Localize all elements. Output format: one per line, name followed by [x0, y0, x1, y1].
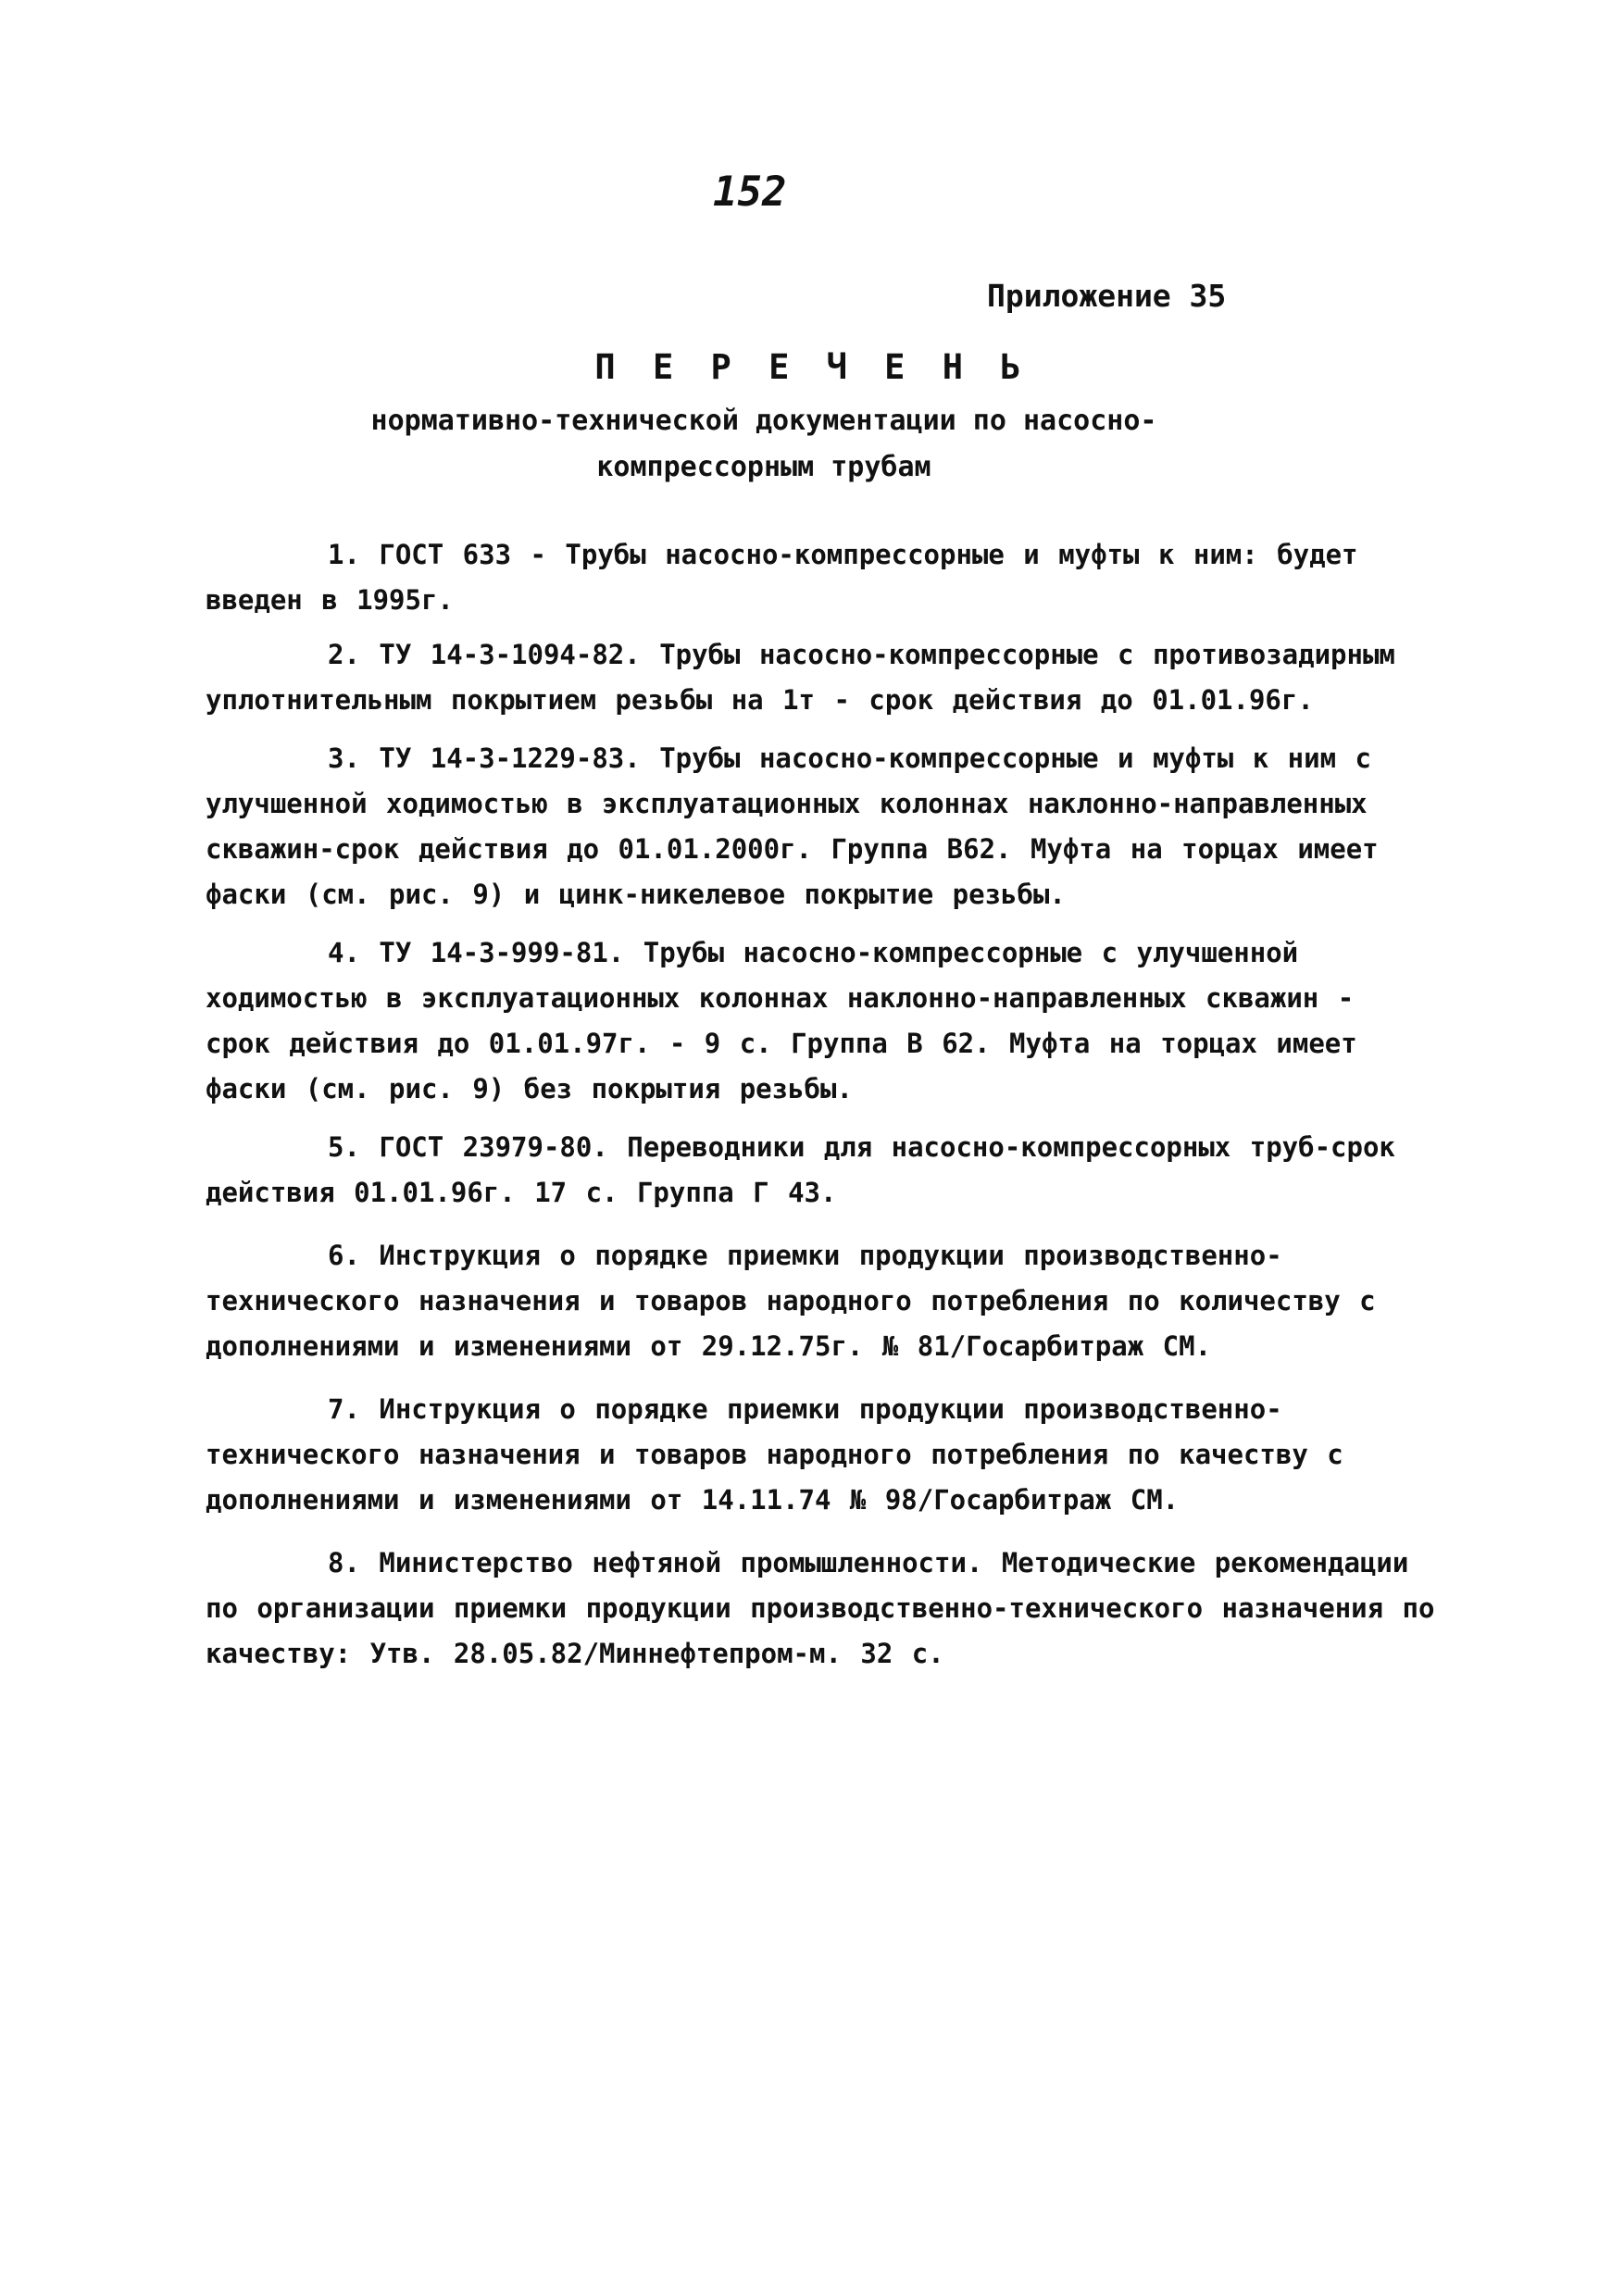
page-number: 152 — [713, 168, 787, 216]
appendix-label: Приложение 35 — [987, 278, 1227, 314]
list-item: 7. Инструкция о порядке приемки продукции производственно-технического назначения и товаров народного потребления по качеству с дополнениями и изменениями от 14.11.74 № 98/Госарбитраж СМ. — [206, 1393, 1343, 1516]
list-item: 6. Инструкция о порядке приемки продукции производственно-технического назначения и товаров народного потребления по количеству с дополнениями и изменениями от 29.12.75г. № 81/Госарбитраж СМ. — [206, 1240, 1376, 1362]
list-item: 3. ТУ 14-3-1229-83. Трубы насосно-компрессорные и муфты к ним с улучшенной ходимостью в эксплуатационных колоннах наклонно-направленных скважин-срок действия до 01.01.2000г. Группа В62. Муфта на торцах имеет фаски (см. рис. 9) и цинк-никелевое покрытие резьбы. — [206, 742, 1379, 910]
document-title: П Е Р Е Ч Е Н Ь — [594, 347, 1030, 387]
list-item: 2. ТУ 14-3-1094-82. Трубы насосно-компрессорные с противозадирным уплотнительным покрытием резьбы на 1т - срок действия до 01.01.96г. — [206, 639, 1395, 716]
list-item: 5. ГОСТ 23979-80. Переводники для насосно-компрессорных труб-срок действия 01.01.96г. 17 с. Группа Г 43. — [206, 1131, 1395, 1208]
reference-list — [206, 532, 1437, 1694]
document-subtitle: нормативно-технической документации по насосно-компрессорным трубам — [370, 405, 1157, 483]
list-item: 4. ТУ 14-3-999-81. Трубы насосно-компрессорные с улучшенной ходимостью в эксплуатационных колоннах наклонно-направленных скважин - срок действия до 01.01.97г. - 9 с. Группа В 62. Муфта на торцах имеет фаски (см. рис. 9) без покрытия резьбы. — [206, 937, 1357, 1104]
list-item: 8. Министерство нефтяной промышленности. Методические рекомендации по организации приемки продукции производственно-технического назначения по качеству: Утв. 28.05.82/Миннефтепром-м. 32 с. — [206, 1547, 1435, 1669]
list-item: 1. ГОСТ 633 - Трубы насосно-компрессорные и муфты к ним: будет введен в 1995г. — [206, 539, 1358, 616]
